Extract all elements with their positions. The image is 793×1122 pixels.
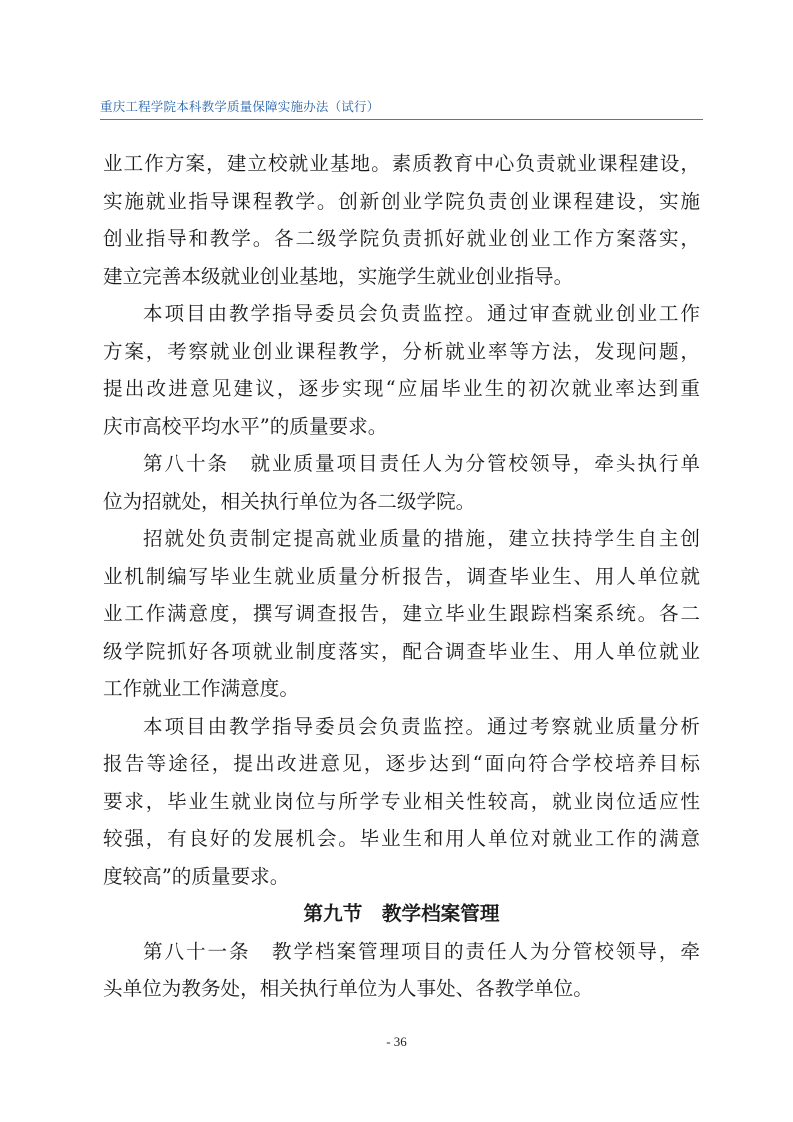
text-line: 建立完善本级就业创业基地，实施学生就业创业指导。: [103, 264, 574, 288]
text-line: 较强，有良好的发展机会。毕业生和用人单位对就业工作的满意: [103, 827, 700, 850]
text-line: 头单位为教务处，相关执行单位为人事处、各教学单位。: [103, 977, 593, 1000]
text-line: 创业指导和教学。各二级学院负责抓好就业创业工作方案落实，: [103, 227, 700, 250]
text-line: 业机制编写毕业生就业质量分析报告，调查毕业生、用人单位就: [103, 564, 700, 588]
text-line: 位为招就处，相关执行单位为各二级学院。: [103, 489, 476, 513]
header-rule: [100, 119, 703, 120]
text-line: 第八十条 就业质量项目责任人为分管校领导，牵头执行单: [143, 452, 700, 475]
text-line: 级学院抓好各项就业制度落实，配合调查毕业生、用人单位就业: [103, 639, 700, 663]
text-line: 实施就业指导课程教学。创新创业学院负责创业课程建设，实施: [103, 189, 700, 213]
text-line: 度较高”的质量要求。: [103, 864, 290, 888]
text-line: 第八十一条 教学档案管理项目的责任人为分管校领导，牵: [143, 939, 700, 963]
section-heading: 第九节 教学档案管理: [303, 902, 500, 925]
text-line: 工作就业工作满意度。: [103, 677, 299, 700]
running-header: 重庆工程学院本科教学质量保障实施办法（试行）: [100, 99, 380, 114]
text-line: 业工作满意度，撰写调查报告，建立毕业生跟踪档案系统。各二: [103, 602, 700, 625]
text-line: 提出改进意见建议，逐步实现“应届毕业生的初次就业率达到重: [103, 377, 700, 400]
text-line: 报告等途径，提出改进意见，逐步达到“面向符合学校培养目标: [103, 752, 700, 775]
text-line: 本项目由教学指导委员会负责监控。通过审查就业创业工作: [143, 302, 700, 325]
text-line: 要求，毕业生就业岗位与所学专业相关性较高，就业岗位适应性: [103, 789, 700, 813]
text-line: 方案，考察就业创业课程教学，分析就业率等方法，发现问题，: [103, 339, 700, 363]
text-line: 庆市高校平均水平”的质量要求。: [103, 414, 388, 438]
document-body: [103, 145, 700, 1008]
text-line: 本项目由教学指导委员会负责监控。通过考察就业质量分析: [143, 714, 700, 738]
page-number: - 36: [386, 1034, 407, 1049]
text-line: 招就处负责制定提高就业质量的措施，建立扶持学生自主创: [143, 527, 700, 550]
text-line: 业工作方案，建立校就业基地。素质教育中心负责就业课程建设，: [103, 152, 700, 175]
